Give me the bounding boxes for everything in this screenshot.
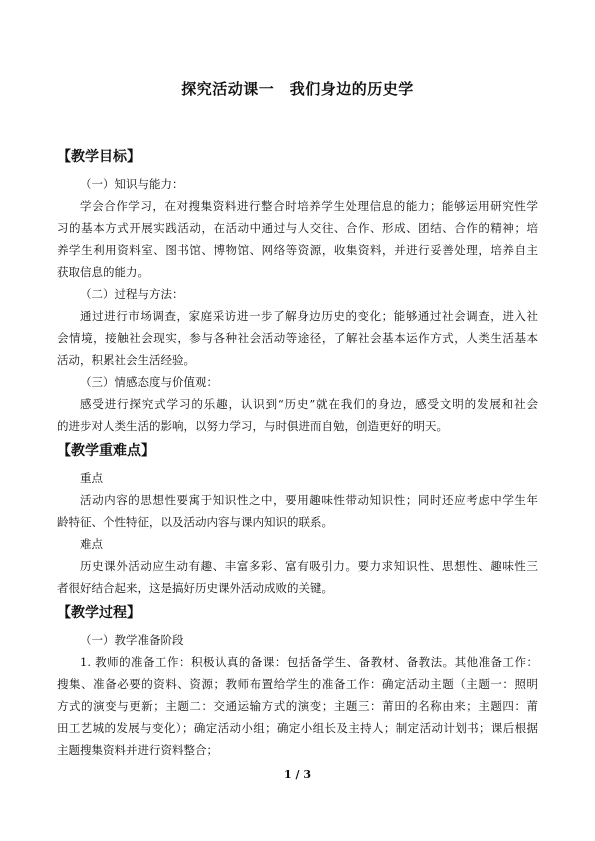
paragraph-line: 1. 教师的准备工作：积极认真的备课：包括备学生、备教材、备教法。其他准备工作： <box>80 655 538 669</box>
paragraph-line: 养学生利用资料室、图书馆、博物馆、网络等资源，收集资料，并进行妥善处理，培养自主 <box>57 243 538 257</box>
paragraph-line: 活动，积累社会生活经验。 <box>57 353 195 367</box>
page-number: 1 / 3 <box>284 768 311 781</box>
paragraph-line: 方式的演变与更新；主题二：交通运输方式的演变；主题三：莆田的名称由来；主题四：莆 <box>57 699 538 713</box>
paragraph-line: 活动内容的思想性要寓于知识性之中，要用趣味性带动知识性；同时还应考虑中学生年 <box>80 493 538 507</box>
section-heading-key-points: 【教学重难点】 <box>57 443 155 459</box>
paragraph-line: 学会合作学习，在对搜集资料进行整合时培养学生处理信息的能力；能够运用研究性学 <box>80 199 538 213</box>
paragraph-line: 感受进行探究式学习的乐趣，认识到“历史”就在我们的身边，感受文明的发展和社会 <box>80 397 538 411</box>
subheading-knowledge: （一）知识与能力： <box>80 177 184 191</box>
subheading-focus: 重点 <box>80 471 103 485</box>
subheading-attitude-values: （三）情感态度与价值观： <box>80 375 218 389</box>
paragraph-line: 搜集、准备必要的资料、资源；教师布置给学生的准备工作：确定活动主题（主题一：照明 <box>57 677 538 691</box>
paragraph-line: 历史课外活动应生动有趣、丰富多彩、富有吸引力。要力求知识性、思想性、趣味性三 <box>80 559 538 573</box>
paragraph-line: 的进步对人类生活的影响，以努力学习，与时俱进而自勉，创造更好的明天。 <box>57 419 448 433</box>
paragraph-line: 田工艺城的发展与变化）；确定活动小组；确定小组长及主持人；制定活动计划书；课后根据 <box>57 721 538 735</box>
section-heading-process: 【教学过程】 <box>57 605 141 621</box>
subheading-preparation-stage: （一）教学准备阶段 <box>80 633 184 647</box>
paragraph-line: 获取信息的能力。 <box>57 265 149 279</box>
subheading-process-method: （二）过程与方法： <box>80 287 184 301</box>
section-heading-objectives: 【教学目标】 <box>57 149 141 165</box>
paragraph-line: 通过进行市场调查，家庭采访进一步了解身边历史的变化；能够通过社会调查，进入社 <box>80 309 538 323</box>
paragraph-line: 习的基本方式开展实践活动，在活动中通过与人交往、合作、形成、团结、合作的精神；培 <box>57 221 538 235</box>
paragraph-line: 会情境，接触社会现实，参与各种社会活动等途径，了解社会基本运作方式，人类生活基本 <box>57 331 538 345</box>
subheading-difficulty: 难点 <box>80 537 103 551</box>
page-title: 探究活动课一 我们身边的历史学 <box>181 80 414 98</box>
paragraph-line: 主题搜集资料并进行资料整合； <box>57 743 218 757</box>
paragraph-line: 龄特征、个性特征，以及活动内容与课内知识的联系。 <box>57 515 333 529</box>
paragraph-line: 者很好结合起来，这是搞好历史课外活动成败的关键。 <box>57 581 333 595</box>
